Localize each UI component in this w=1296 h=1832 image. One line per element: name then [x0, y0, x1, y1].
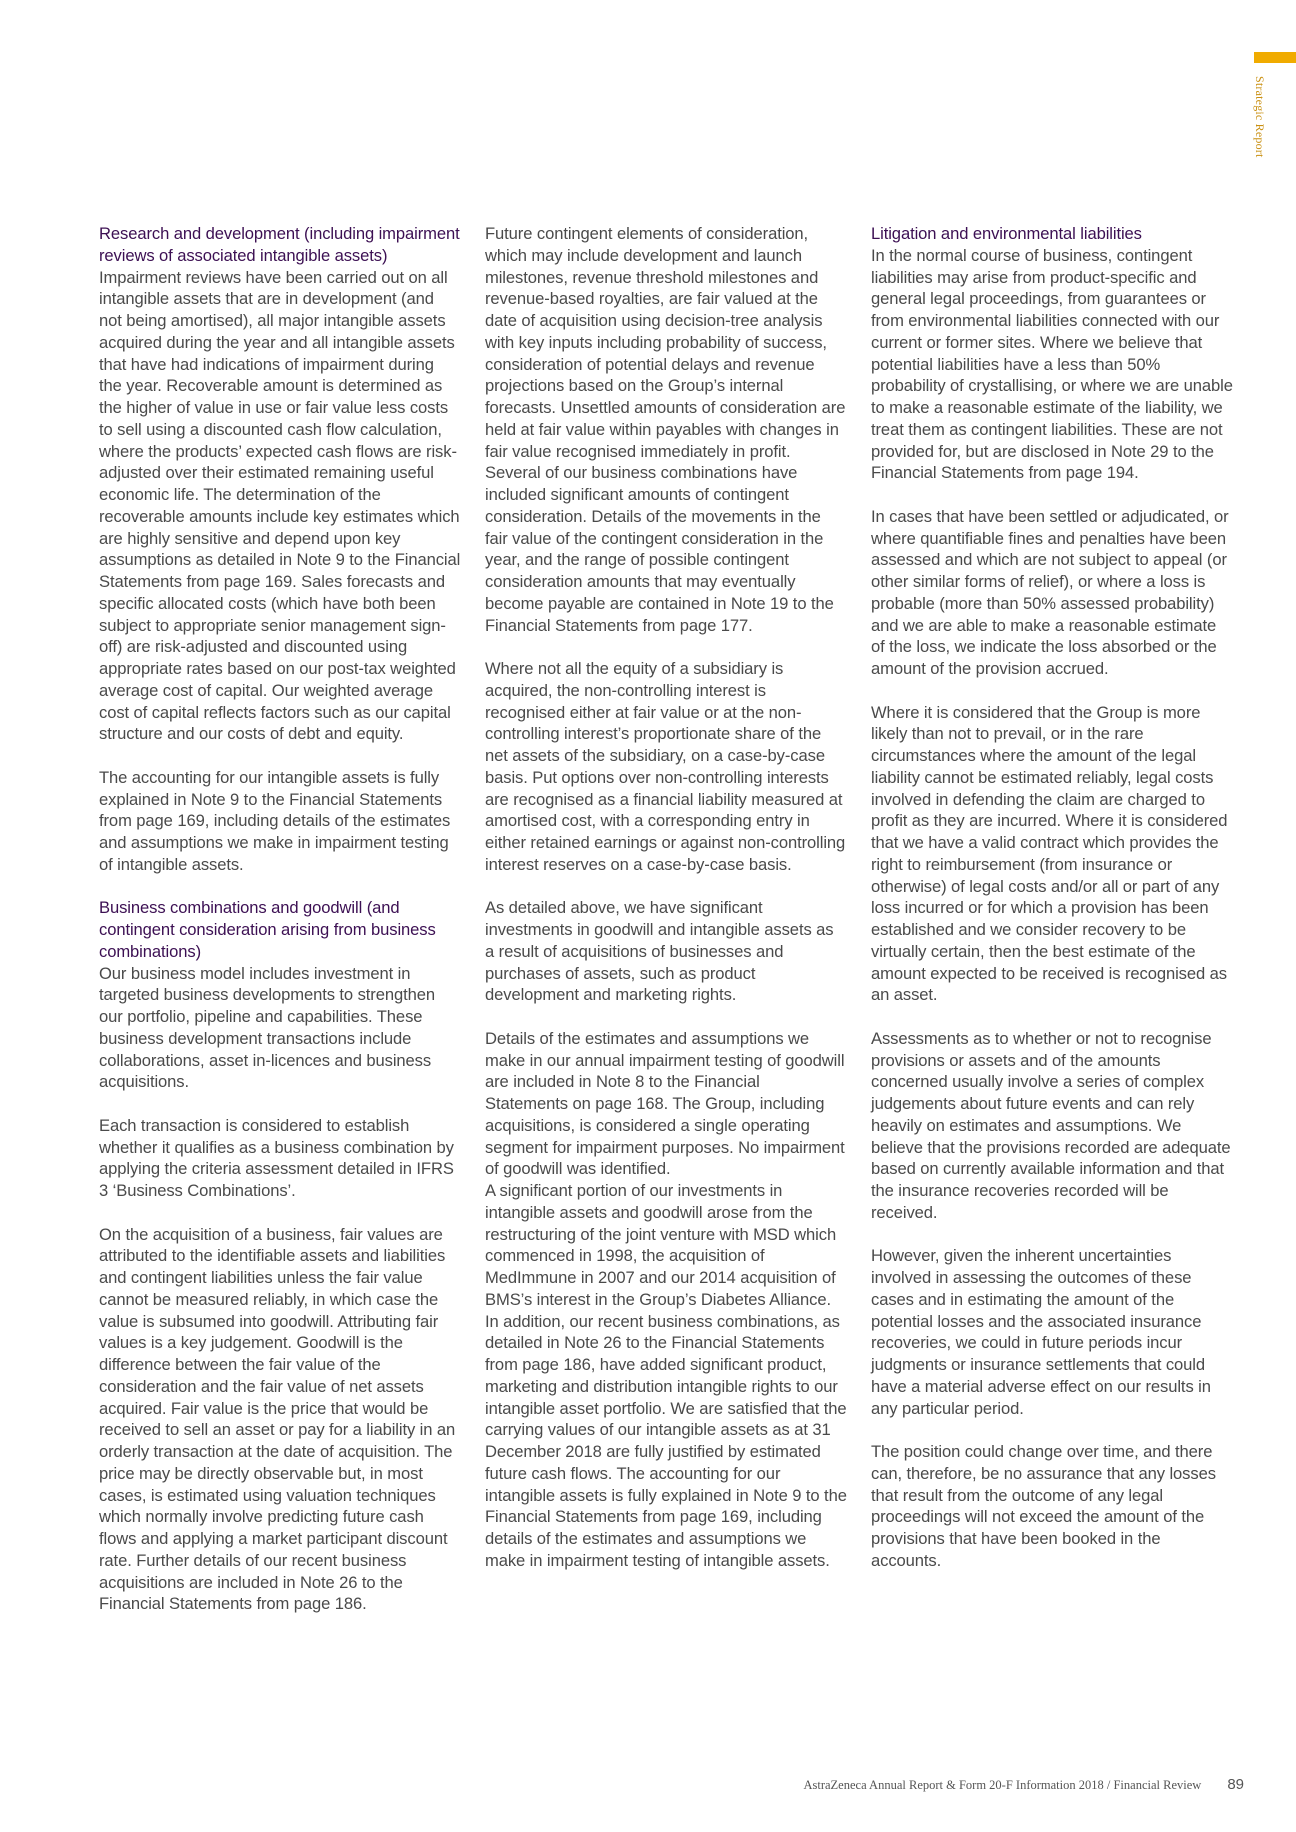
- footer-title: AstraZeneca Annual Report & Form 20-F Information 2018 / Financial Review: [803, 1778, 1202, 1792]
- paragraph: In cases that have been settled or adjudicated, or where quantifiable fines and penalties have been assessed and which are not subject to appeal (or other similar forms of relief), or where a loss is probable (more than 50% assessed probability) and we are able to make a reasonable estimate of the loss, we indicate the loss absorbed or the amount of the provision accrued.: [871, 506, 1229, 678]
- page-number: 89: [1227, 1776, 1244, 1793]
- paragraph: Future contingent elements of consideration, which may include development and launch milestones, revenue threshold milestones and revenue-based royalties, are fair valued at the date of acquisition using decision-tree analysis with key inputs including probability of success, consideration of potential delays and revenue projections based on the Group’s internal forecasts. Unsettled amounts of consideration are held at fair value within payables with changes in fair value recognised immediately in profit. Several of our business combinations have included significant amounts of contingent consideration. Details of the movements in the fair value of the contingent consideration in the year, and the range of possible contingent consideration amounts that may eventually become payable are contained in Note 19 to the Financial Statements from page 177.: [485, 224, 846, 635]
- heading-research-development: Research and development (including impairment reviews of associated intangible assets): [99, 224, 460, 265]
- paragraph: Each transaction is considered to establish whether it qualifies as a business combination by applying the criteria assessment detailed in IFRS 3 ‘Business Combinations’.: [99, 1115, 454, 1200]
- paragraph: On the acquisition of a business, fair values are attributed to the identifiable assets and liabilities and contingent liabilities unless the fair value cannot be measured reliably, in which case the value is subsumed into goodwill. Attributing fair values is a key judgement. Goodwill is the difference between the fair value of the consideration and the fair value of net assets acquired. Fair value is the price that would be received to sell an asset or pay for a liability in an orderly transaction at the date of acquisition. The price may be directly observable but, in most cases, is estimated using valuation techniques which normally involve predicting future cash flows and applying a market participant discount rate. Further details of our recent business acquisitions are included in Note 26 to the Financial Statements from page 186.: [99, 1224, 456, 1614]
- paragraph: Assessments as to whether or not to recognise provisions or assets and of the amounts concerned usually involve a series of complex judgements about future events and can rely heavily on estimates and assumptions. We believe that the provisions recorded are adequate based on currently available information and that the insurance recoveries recorded will be received.: [871, 1028, 1231, 1222]
- paragraph: However, given the inherent uncertainties involved in assessing the outcomes of these cases and in estimating the amount of the potential losses and the associated insurance recoveries, we could in future periods incur judgments or insurance settlements that could have a material adverse effect on our results in any particular period.: [871, 1246, 1211, 1418]
- text-column-1: [99, 223, 461, 1637]
- paragraph: The position could change over time, and there can, therefore, be no assurance that any losses that result from the outcome of any legal proceedings will not exceed the amount of the provisions that have been booked in the accounts.: [871, 1442, 1216, 1570]
- paragraph: Our business model includes investment in targeted business developments to strengthen our portfolio, pipeline and capabilities. These business development transactions include collaborations, asset in-licences and business acquisitions.: [99, 963, 435, 1092]
- page-footer: [803, 1776, 1244, 1793]
- paragraph: The accounting for our intangible assets is fully explained in Note 9 to the Financial Statements from page 169, including details of the estimates and assumptions we make in impairment testing of intangible assets.: [99, 767, 451, 874]
- text-column-2: [485, 223, 847, 1593]
- paragraph: A significant portion of our investments in intangible assets and goodwill arose from the restructuring of the joint venture with MSD which commenced in 1998, the acquisition of MedImmune in 2007 and our 2014 acquisition of BMS’s interest in the Group’s Diabetes Alliance. In addition, our recent business combinations, as detailed in Note 26 to the Financial Statements from page 186, have added significant product, marketing and distribution intangible rights to our intangible asset portfolio. We are satisfied that the carrying values of our intangible assets as at 31 December 2018 are fully justified by estimated future cash flows. The accounting for our intangible assets is fully explained in Note 9 to the Financial Statements from page 169, including details of the estimates and assumptions we make in impairment testing of intangible assets.: [485, 1181, 847, 1570]
- paragraph: In the normal course of business, contingent liabilities may arise from product-specific and general legal proceedings, from guarantees or from environmental liabilities connected with our current or former sites. Where we believe that potential liabilities have a less than 50% probability of crystallising, or where we are unable to make a reasonable estimate of the liability, we treat them as contingent liabilities. These are not provided for, but are disclosed in Note 29 to the Financial Statements from page 194.: [871, 245, 1233, 483]
- heading-business-combinations: Business combinations and goodwill (and contingent consideration arising from business combinations): [99, 898, 436, 961]
- section-tab-marker: [1254, 52, 1296, 63]
- heading-litigation-environmental: Litigation and environmental liabilities: [871, 224, 1142, 243]
- paragraph: Where it is considered that the Group is more likely than not to prevail, or in the rare circumstances where the amount of the legal liability cannot be estimated reliably, legal costs involved in defending the claim are charged to profit as they are incurred. Where it is considered that we have a valid contract which provides the right to reimbursement (from insurance or otherwise) of legal costs and/or all or part of any loss incurred or for which a provision has been established and we consider recovery to be virtually certain, then the best estimate of the amount expected to be received is recognised as an asset.: [871, 702, 1228, 1005]
- section-side-label: Strategic Report: [1253, 76, 1267, 158]
- paragraph: Details of the estimates and assumptions we make in our annual impairment testing of goodwill are included in Note 8 to the Financial Statements on page 168. The Group, including acquisitions, is considered a single operating segment for impairment purposes. No impairment of goodwill was identified.: [485, 1028, 845, 1179]
- paragraph: Where not all the equity of a subsidiary is acquired, the non-controlling interest is recognised either at fair value or at the non-controlling interest’s proportionate share of the net assets of the subsidiary, on a case-by-case basis. Put options over non-controlling interests are recognised as a financial liability measured at amortised cost, with a corresponding entry in either retained earnings or against non-controlling interest reserves on a case-by-case basis.: [485, 659, 846, 874]
- paragraph: Impairment reviews have been carried out on all intangible assets that are in development (and not being amortised), all major intangible assets acquired during the year and all intangible assets that have had indications of impairment during the year. Recoverable amount is determined as the higher of value in use or fair value less costs to sell using a discounted cash flow calculation, where the products’ expected cash flows are risk-adjusted over their estimated remaining useful economic life. The determination of the recoverable amounts include key estimates which are highly sensitive and depend upon key assumptions as detailed in Note 9 to the Financial Statements from page 169. Sales forecasts and specific allocated costs (which have both been subject to appropriate senior management sign-off) are risk-adjusted and discounted using appropriate rates based on our post-tax weighted average cost of capital. Our weighted average cost of capital reflects factors such as our capital structure and our costs of debt and equity.: [99, 267, 461, 744]
- text-column-3: [871, 223, 1233, 1593]
- paragraph: As detailed above, we have significant investments in goodwill and intangible assets as a result of acquisitions of businesses and purchases of assets, such as product development and marketing rights.: [485, 898, 834, 1005]
